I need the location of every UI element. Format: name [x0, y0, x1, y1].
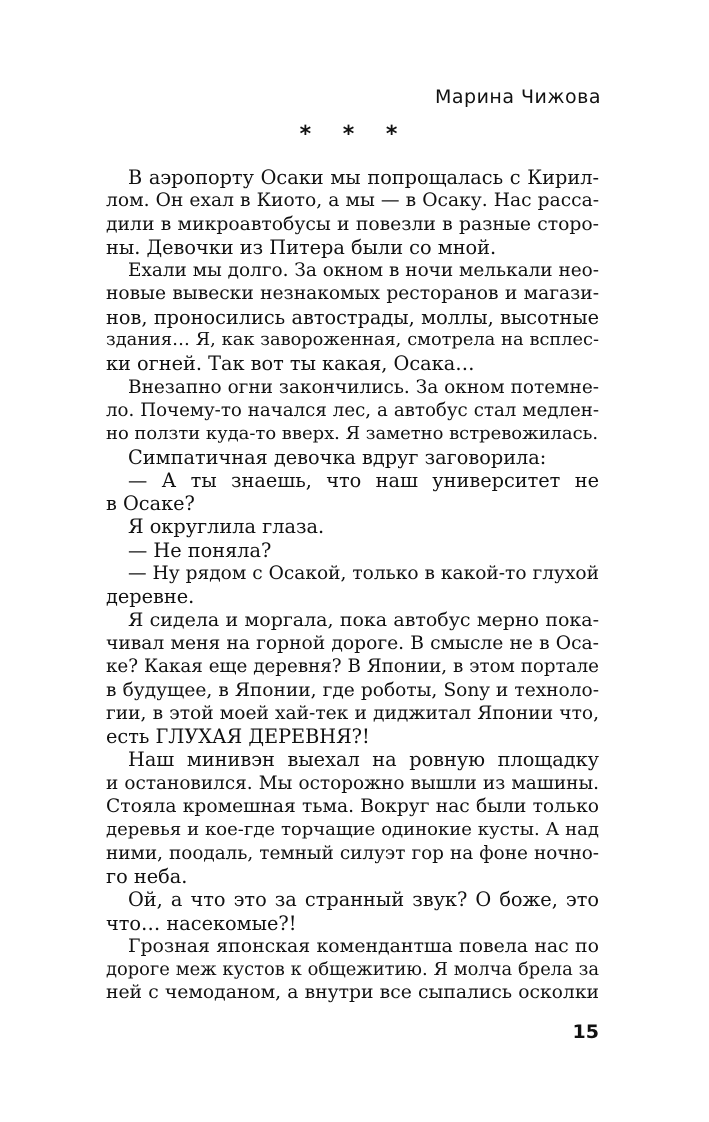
text-line: Симпатичная девочка вдруг заговорила: — [128, 445, 547, 469]
paragraph — [84, 515, 599, 538]
paragraph — [84, 539, 599, 562]
paragraph — [84, 562, 599, 609]
text-line: ки огней. Так вот ты какая, Осака… — [106, 352, 475, 376]
paragraph — [84, 166, 599, 259]
text-line: лом. Он ехал в Киото, а мы — в Осаку. Нас расса- — [106, 190, 599, 212]
text-line: ней с чемоданом, а внутри все сыпались осколки — [106, 982, 599, 1004]
paragraph — [84, 609, 599, 749]
text-line: но ползти куда-то вверх. Я заметно встревожилась. — [106, 423, 599, 445]
text-line: ны. Девочки из Питера были со мной. — [106, 235, 497, 259]
body-text — [84, 166, 599, 1005]
paragraph — [84, 748, 599, 888]
running-header-author: Марина Чижова — [434, 86, 601, 108]
text-line: есть ГЛУХАЯ ДЕРЕВНЯ?! — [106, 725, 370, 749]
text-line: Ой, а что это за странный звук? О боже, это — [128, 888, 599, 912]
text-line: Наш минивэн выехал на ровную площадку — [128, 748, 599, 772]
text-line: Стояла кромешная тьма. Вокруг нас были только — [106, 796, 599, 818]
page-number: 15 — [572, 1021, 599, 1043]
paragraph — [84, 376, 599, 446]
text-line: ними, поодаль, темный силуэт гор на фоне ночно- — [106, 842, 599, 864]
text-line: дили в микроавтобусы и повезли в разные сторо- — [106, 213, 599, 235]
text-line: Я округлила глаза. — [128, 515, 325, 539]
text-line: здания… Я, как завороженная, смотрела на всплес- — [106, 330, 599, 351]
text-line: нов, проносились автострады, моллы, высотные — [106, 305, 599, 329]
text-line: Ехали мы долго. За окном в ночи мелькали нео- — [128, 260, 599, 282]
section-separator: * * * — [299, 122, 410, 147]
text-line: в будущее, в Японии, где роботы, Sony и техноло- — [106, 679, 599, 701]
text-line: — Не поняла? — [128, 538, 272, 562]
text-line: деревне. — [106, 585, 195, 609]
text-line: Грозная японская комендантша повела нас по — [128, 934, 599, 957]
text-line: го неба. — [106, 864, 188, 888]
paragraph — [84, 469, 599, 516]
text-line: что… насекомые?! — [106, 911, 297, 935]
text-line: деревья и кое-где торчащие одинокие кусты. А над — [106, 819, 599, 841]
text-line: гии, в этой моей хай-тек и диджитал Японии что, — [106, 702, 599, 724]
text-line: дороге меж кустов к общежитию. Я молча брела за — [106, 959, 599, 981]
text-line: и остановился. Мы осторожно вышли из машины. — [106, 772, 599, 794]
text-line: — Ну рядом с Осакой, только в какой-то глухой — [128, 563, 599, 585]
text-line: ке? Какая еще деревня? В Японии, в этом портале — [106, 656, 599, 678]
paragraph — [84, 935, 599, 1005]
text-line: — А ты знаешь, что наш университет не — [128, 468, 599, 492]
text-line: Внезапно огни закончились. За окном потемне- — [128, 376, 599, 398]
paragraph — [84, 259, 599, 375]
text-line: ло. Почему-то начался лес, а автобус стал медлен- — [106, 399, 599, 421]
paragraph — [84, 446, 599, 469]
text-line: В аэропорту Осаки мы попрощалась с Кирил- — [128, 166, 599, 189]
text-line: в Осаке? — [106, 492, 195, 516]
text-line: новые вывески незнакомых ресторанов и магази- — [106, 283, 599, 305]
text-line: чивал меня на горной дороге. В смысле не в Оса- — [106, 632, 599, 654]
text-line: Я сидела и моргала, пока автобус мерно пока- — [128, 608, 599, 631]
paragraph — [84, 888, 599, 935]
